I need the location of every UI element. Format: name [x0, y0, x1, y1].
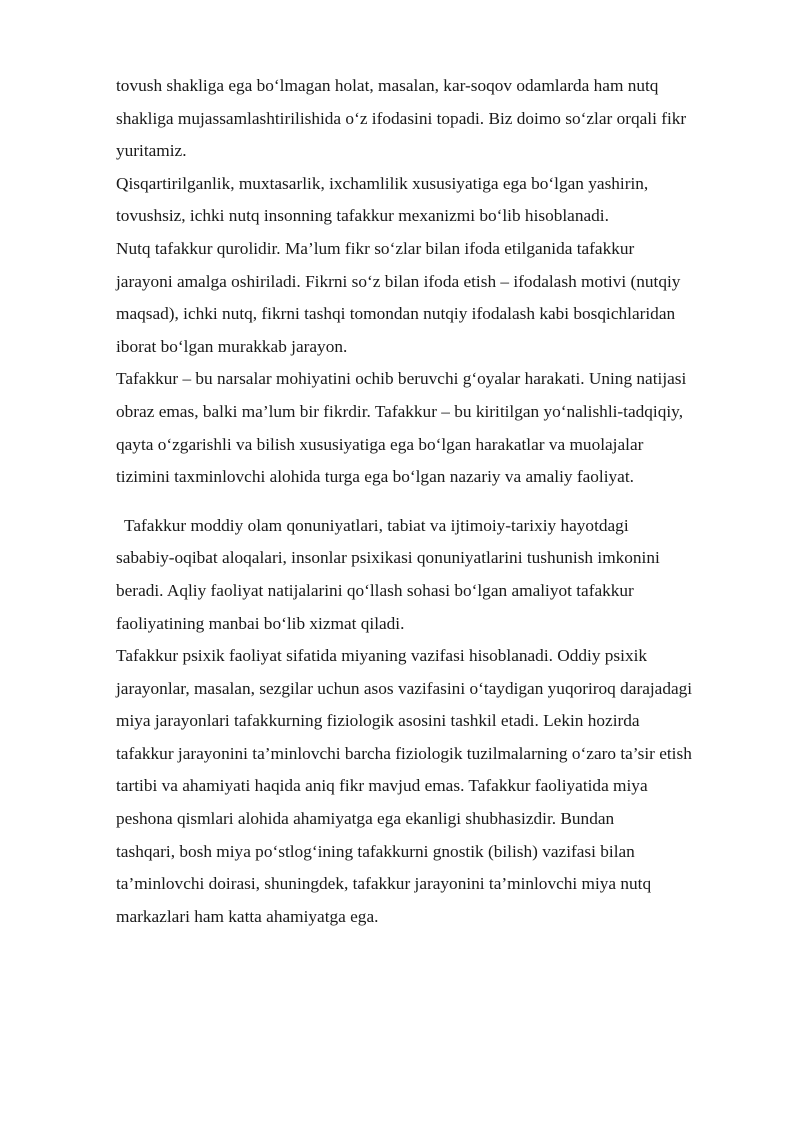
text-line: tartibi va ahamiyati haqida aniq fikr mavjud emas. Tafakkur faoliyatida miya [116, 776, 648, 796]
text-line: Tafakkur – bu narsalar mohiyatini ochib beruvchi g‘oyalar harakati. Uning natijasi [116, 369, 687, 389]
text-line: faoliyatining manbai bo‘lib xizmat qiladi. [116, 613, 405, 633]
text-line-indented [116, 510, 756, 543]
text-line: beradi. Aqliy faoliyat natijalarini qo‘llash sohasi bo‘lgan amaliyot tafakkur [116, 580, 634, 600]
text-line: miya jarayonlari tafakkurning fiziologik asosini tashkil etadi. Lekin hozirda [116, 711, 640, 731]
text-line: shakliga mujassamlashtirilishida o‘z ifodasini topadi. Biz doimo so‘zlar orqali fikr [116, 108, 687, 128]
text-line: yuritamiz. [116, 141, 187, 161]
text-line: tovushsiz, ichki nutq insonning tafakkur mexanizmi bo‘lib hisoblanadi. [116, 206, 609, 226]
text-line: tafakkur jarayonini ta’minlovchi barcha fiziologik tuzilmalarning o‘zaro ta’sir etish [116, 743, 692, 763]
text-line: maqsad), ichki nutq, fikrni tashqi tomondan nutqiy ifodalash kabi bosqichlaridan [116, 304, 676, 324]
text-line: qayta o‘zgarishli va bilish xususiyatiga ega bo‘lgan harakatlar va muolajalar [116, 434, 644, 454]
text-line: Tafakkur psixik faoliyat sifatida miyaning vazifasi hisoblanadi. Oddiy psixik [116, 646, 648, 666]
text-line: sababiy-oqibat aloqalari, insonlar psixikasi qonuniyatlarini tushunish imkonini [116, 548, 660, 568]
text-line: ta’minlovchi doirasi, shuningdek, tafakkur jarayonini ta’minlovchi miya nutq [116, 874, 652, 894]
text-line: markazlari ham katta ahamiyatga ega. [116, 906, 379, 926]
text-line: iborat bo‘lgan murakkab jarayon. [116, 336, 348, 356]
text-line: jarayoni amalga oshiriladi. Fikrni so‘z bilan ifoda etish – ifodalash motivi (nutqiy [116, 271, 681, 291]
text-line: Nutq tafakkur qurolidir. Ma’lum fikr so‘zlar bilan ifoda etilganida tafakkur [116, 238, 635, 258]
text-line: tashqari, bosh miya po‘stlog‘ining tafakkurni gnostik (bilish) vazifasi bilan [116, 841, 635, 861]
text-line: tizimini taxminlovchi alohida turga ega bo‘lgan nazariy va amaliy faoliyat. [116, 467, 634, 487]
text-line: obraz emas, balki ma’lum bir fikrdir. Tafakkur – bu kiritilgan yo‘nalishli-tadqiqiy, [116, 401, 684, 421]
text-line-content: Tafakkur moddiy olam qonuniyatlari, tabiat va ijtimoiy-tarixiy hayotdagi [124, 515, 629, 535]
document-body [116, 70, 756, 933]
paragraph-gap [116, 494, 756, 510]
text-line: peshona qismlari alohida ahamiyatga ega ekanligi shubhasizdir. Bundan [116, 809, 615, 829]
text-line: jarayonlar, masalan, sezgilar uchun asos vazifasini o‘taydigan yuqoriroq darajadagi [116, 678, 693, 698]
text-line: Qisqartirilganlik, muxtasarlik, ixchamlilik xususiyatiga ega bo‘lgan yashirin, [116, 173, 649, 193]
text-line: tovush shakliga ega bo‘lmagan holat, masalan, kar-soqov odamlarda ham nutq [116, 76, 659, 95]
